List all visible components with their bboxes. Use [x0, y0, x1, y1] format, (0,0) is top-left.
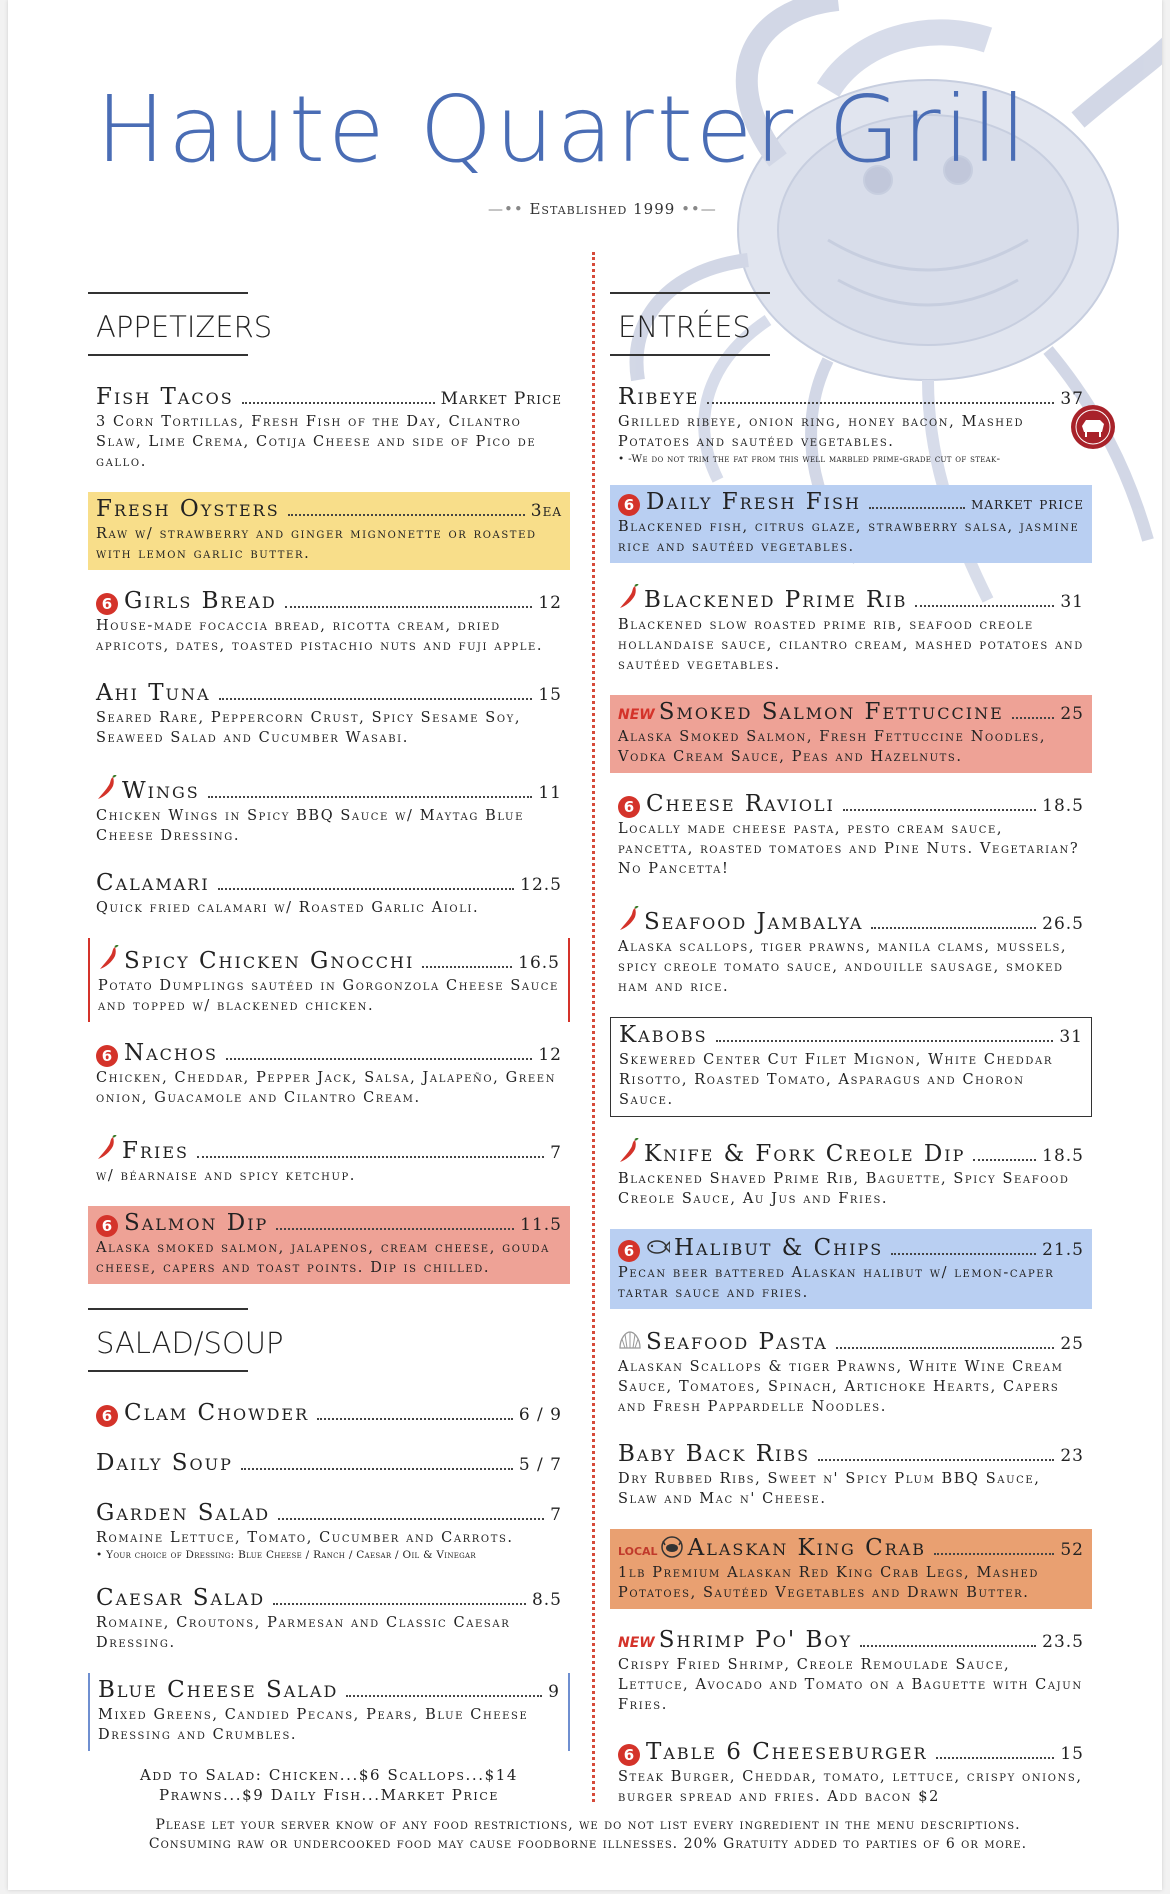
item-price: 37 [1060, 389, 1084, 409]
item-name: Smoked Salmon Fettuccine [658, 699, 1004, 725]
item-desc: Crispy Fried Shrimp, Creole Remoulade Sauce, Lettuce, Avocado and Tomato on a Baguette with Cajun Fries. [618, 1657, 1083, 1713]
item-price: 16.5 [518, 953, 560, 973]
item-name: Girls Bread [124, 588, 277, 614]
table-six-badge-icon: 6 [618, 1744, 640, 1766]
crab-badge-icon [660, 1536, 684, 1558]
table-six-badge-icon: 6 [96, 1405, 118, 1427]
item-desc: 1lb Premium Alaskan Red King Crab Legs, Mashed Potatoes, Sautéed Vegetables and Drawn Butter. [618, 1565, 1040, 1601]
chili-pepper-icon [98, 945, 120, 971]
new-tag: NEW [618, 1635, 655, 1651]
menu-item-ahi-tuna [88, 676, 570, 754]
item-price: 7 [550, 1143, 562, 1163]
menu-item-smoked-salmon-fettuccine [610, 695, 1092, 773]
menu-item-spicy-chicken-gnocchi [88, 938, 570, 1022]
menu-item-kabobs [610, 1017, 1092, 1117]
shell-icon [618, 1330, 642, 1352]
item-desc: w/ béarnaise and spicy ketchup. [96, 1168, 357, 1184]
item-desc: Alaska scallops, tiger prawns, manila clams, mussels, spicy creole tomato sauce, andouille sausage, smoked ham and rice. [618, 939, 1068, 995]
add-to-salad-line2: Prawns...$9 Daily Fish...Market Price [159, 1786, 499, 1804]
entrees-heading: ENTRÉES [610, 292, 770, 356]
item-name: Halibut & Chips [674, 1235, 884, 1261]
item-price: 23 [1060, 1446, 1084, 1466]
item-price: 6 / 9 [518, 1405, 562, 1425]
item-price: market price [971, 494, 1084, 514]
table-six-badge-icon: 6 [618, 796, 640, 818]
chili-pepper-icon [618, 906, 640, 932]
new-tag: NEW [618, 707, 655, 723]
table-six-badge-icon: 6 [618, 1240, 640, 1262]
steak-seal-icon [1070, 404, 1116, 450]
item-price: 7 [550, 1505, 562, 1525]
menu-item-alaskan-king-crab [610, 1529, 1092, 1609]
item-desc: Alaska Smoked Salmon, Fresh Fettuccine Noodles, Vodka Cream Sauce, Peas and Hazelnuts. [618, 729, 1047, 765]
item-desc: Grilled ribeye, onion ring, honey bacon, Mashed Potatoes and sautéed vegetables. [618, 414, 1025, 450]
table-six-badge-icon: 6 [96, 593, 118, 615]
item-price: 31 [1060, 592, 1084, 612]
item-name: Daily Soup [96, 1450, 233, 1476]
table-six-badge-icon: 6 [96, 1045, 118, 1067]
menu-item-daily-soup [88, 1446, 570, 1482]
item-desc: Romaine, Croutons, Parmesan and Classic Caesar Dressing. [96, 1615, 511, 1651]
menu-item-seafood-pasta [610, 1323, 1092, 1423]
menu-item-blue-cheese-salad [88, 1673, 570, 1751]
item-price: 3ea [530, 501, 562, 521]
chili-pepper-icon [96, 775, 118, 801]
local-tag: LOCAL [618, 1545, 658, 1558]
item-desc: Blackened fish, citrus glaze, strawberry salsa, jasmine rice and sautéed vegetables. [618, 519, 1080, 555]
item-price: 18.5 [1042, 1146, 1084, 1166]
item-price: 26.5 [1042, 914, 1084, 934]
menu-item-seafood-jambalya [610, 899, 1092, 1003]
item-name: Table 6 Cheeseburger [646, 1739, 928, 1765]
item-name: Alaskan King Crab [687, 1535, 927, 1561]
item-desc: Chicken Wings in Spicy BBQ Sauce w/ Maytag Blue Cheese Dressing. [96, 808, 524, 844]
item-name: Fish Tacos [96, 384, 234, 410]
item-price: 23.5 [1042, 1632, 1084, 1652]
item-price: 25 [1060, 704, 1084, 724]
menu-item-daily-fresh-fish [610, 485, 1092, 563]
item-price: 25 [1060, 1334, 1084, 1354]
chili-pepper-icon [96, 1135, 118, 1161]
item-name: Kabobs [619, 1022, 708, 1048]
item-name: Fresh Oysters [96, 496, 280, 522]
table-six-badge-icon: 6 [96, 1215, 118, 1237]
restaurant-title: Haute Quarter Grill [96, 76, 1030, 183]
item-desc: 3 Corn Tortillas, Fresh Fish of the Day, Cilantro Slaw, Lime Crema, Cotija Cheese and side of Pico de gallo. [96, 414, 537, 470]
item-price: 12.5 [520, 875, 562, 895]
menu-item-table-6-cheeseburger [610, 1735, 1092, 1813]
item-desc: Potato Dumplings sautéed in Gorgonzola Cheese Sauce and topped w/ blackened chicken. [98, 978, 559, 1014]
item-name: Seafood Jambalya [644, 909, 864, 935]
footer-disclaimer [68, 1816, 1108, 1854]
menu-item-girls-bread [88, 584, 570, 662]
item-desc: Romaine Lettuce, Tomato, Cucumber and Carrots. [96, 1530, 514, 1546]
item-desc: Alaskan Scallops & tiger Prawns, White Wine Cream Sauce, Tomatoes, Spinach, Artichoke Hearts, Capers and Fresh Pappardelle Noodles. [618, 1359, 1064, 1415]
established-line: —•• Established 1999 ••— [488, 200, 717, 218]
left-column [88, 292, 570, 1805]
item-name: Calamari [96, 870, 210, 896]
item-name: Caesar Salad [96, 1585, 266, 1611]
menu-item-shrimp-po-boy [610, 1623, 1092, 1721]
item-desc: Pecan beer battered Alaskan halibut w/ lemon-caper tartar sauce and fries. [618, 1265, 1055, 1301]
item-desc: Alaska smoked salmon, jalapenos, cream cheese, gouda cheese, capers and toast points. Dip is chilled. [96, 1240, 550, 1276]
right-column [610, 292, 1092, 1827]
item-desc: Chicken, Cheddar, Pepper Jack, Salsa, Jalapeño, Green onion, Guacamole and Cilantro Cream. [96, 1070, 557, 1106]
item-note: • Your choice of Dressing: Blue Cheese / Ranch / Caesar / Oil & Vinegar [96, 1549, 476, 1561]
item-desc: Dry Rubbed Ribs, Sweet n' Spicy Plum BBQ Sauce, Slaw and Mac n' Cheese. [618, 1471, 1041, 1507]
item-name: Garden Salad [96, 1500, 271, 1526]
footer-line1: Please let your server know of any food restrictions, we do not list every ingredient in the menu descriptions. [155, 1817, 1021, 1833]
item-desc: Blackened Shaved Prime Rib, Baguette, Spicy Seafood Creole Sauce, Au Jus and Fries. [618, 1171, 1070, 1207]
salad-soup-heading: SALAD/SOUP [88, 1308, 248, 1372]
item-desc: Skewered Center Cut Filet Mignon, White Cheddar Risotto, Roasted Tomato, Asparagus and Choron Sauce. [619, 1052, 1053, 1108]
menu-item-nachos [88, 1036, 570, 1114]
item-desc: House-made focaccia bread, ricotta cream, dried apricots, dates, toasted pistachio nuts and fuji apple. [96, 618, 544, 654]
item-name: Clam Chowder [124, 1400, 310, 1426]
item-price: 5 / 7 [518, 1455, 562, 1475]
menu-item-blackened-prime-rib [610, 577, 1092, 681]
item-price: 18.5 [1042, 796, 1084, 816]
item-price: 12 [538, 593, 562, 613]
menu-item-fries [88, 1128, 570, 1192]
fish-icon [646, 1236, 670, 1258]
item-name: Blackened Prime Rib [644, 587, 908, 613]
item-price: 9 [548, 1682, 560, 1702]
item-desc: Quick fried calamari w/ Roasted Garlic Aioli. [96, 900, 480, 916]
item-name: Nachos [124, 1040, 218, 1066]
item-price: 15 [538, 685, 562, 705]
item-price: 31 [1059, 1027, 1083, 1047]
item-name: Shrimp Po' Boy [658, 1627, 853, 1653]
item-price: 21.5 [1042, 1240, 1084, 1260]
menu-item-ribeye [610, 380, 1092, 471]
add-to-salad-line1: Add to Salad: Chicken...$6 Scallops...$14 [139, 1766, 519, 1784]
item-name: Seafood Pasta [646, 1329, 828, 1355]
item-desc: Mixed Greens, Candied Pecans, Pears, Blue Cheese Dressing and Crumbles. [98, 1707, 529, 1743]
menu-item-baby-back-ribs [610, 1437, 1092, 1515]
chili-pepper-icon [618, 584, 640, 610]
item-price: Market Price [440, 389, 562, 409]
menu-item-salmon-dip [88, 1206, 570, 1284]
add-to-salad-note [88, 1765, 570, 1805]
item-name: Salmon Dip [124, 1210, 269, 1236]
table-six-badge-icon: 6 [618, 494, 640, 516]
menu-item-halibut-chips [610, 1229, 1092, 1309]
item-price: 8.5 [531, 1590, 562, 1610]
item-desc: Blackened slow roasted prime rib, seafood creole hollandaise sauce, cilantro cream, mashed potatoes and sautéed vegetables. [618, 617, 1084, 673]
item-name: Fries [122, 1138, 189, 1164]
established-text: Established 1999 [529, 200, 676, 218]
chili-pepper-icon [618, 1138, 640, 1164]
item-price: 15 [1060, 1744, 1084, 1764]
menu-item-wings [88, 768, 570, 852]
appetizers-heading: APPETIZERS [88, 292, 248, 356]
menu-item-calamari [88, 866, 570, 924]
item-name: Blue Cheese Salad [98, 1677, 339, 1703]
item-name: Knife & Fork Creole Dip [644, 1141, 966, 1167]
footer-line2: Consuming raw or undercooked food may cause foodborne illnesses. 20% Gratuity added to parties of 6 or more. [148, 1836, 1028, 1852]
item-note: • -We do not trim the fat from this well marbled prime-grade cut of steak- [618, 453, 1001, 465]
menu-item-clam-chowder [88, 1396, 570, 1432]
item-name: Ribeye [618, 384, 700, 410]
item-name: Ahi Tuna [96, 680, 211, 706]
item-price: 11 [538, 783, 562, 803]
item-name: Daily Fresh Fish [646, 489, 861, 515]
item-desc: Raw w/ strawberry and ginger mignonette or roasted with lemon garlic butter. [96, 526, 537, 562]
item-price: 12 [538, 1045, 562, 1065]
column-divider [592, 252, 595, 1802]
item-desc: Steak Burger, Cheddar, tomato, lettuce, crispy onions, burger spread and fries. Add bacon $2 [618, 1769, 1083, 1805]
item-name: Cheese Ravioli [646, 791, 835, 817]
menu-item-caesar-salad [88, 1581, 570, 1659]
menu-item-fresh-oysters [88, 492, 570, 570]
item-price: 11.5 [520, 1215, 562, 1235]
menu-item-garden-salad [88, 1496, 570, 1567]
item-desc: Locally made cheese pasta, pesto cream sauce, pancetta, roasted tomatoes and Pine Nuts. Vegetarian? No Pancetta! [618, 821, 1080, 877]
item-name: Baby Back Ribs [618, 1441, 811, 1467]
menu-item-cheese-ravioli [610, 787, 1092, 885]
item-name: Spicy Chicken Gnocchi [124, 948, 415, 974]
menu-item-knife-fork-creole-dip [610, 1131, 1092, 1215]
menu-page [8, 0, 1162, 1890]
item-price: 52 [1060, 1540, 1084, 1560]
item-name: Wings [122, 778, 200, 804]
item-desc: Seared Rare, Peppercorn Crust, Spicy Sesame Soy, Seaweed Salad and Cucumber Wasabi. [96, 710, 522, 746]
menu-item-fish-tacos [88, 380, 570, 478]
